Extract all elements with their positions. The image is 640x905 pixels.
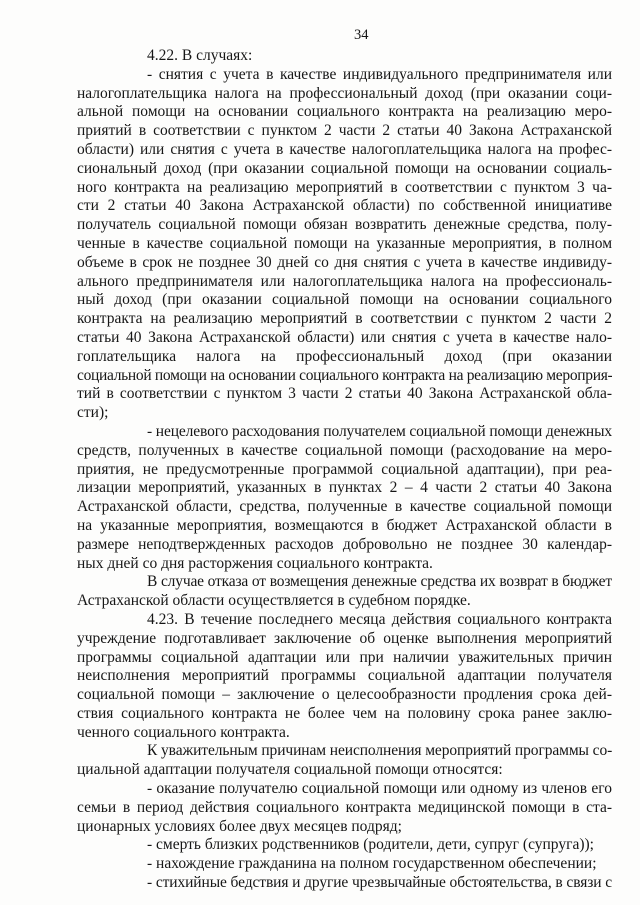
paragraph-misuse-case	[77, 423, 612, 573]
paragraph-valid-reasons-intro	[77, 742, 612, 780]
text-line: - стихийные бедствия и другие чрезвычайные обстоятельства, в связи с	[147, 874, 612, 892]
text-line: статьи 40 Закона Астраханской области) или снятия с учета в качестве нало-	[77, 328, 612, 346]
paragraph-refusal-court-order	[77, 573, 612, 611]
text-line: контракта на реализацию мероприятий в соответствии с пунктом 2 части 2	[77, 310, 612, 328]
text-line: учреждение подготавливает заключение об оценке выполнения мероприятий	[77, 629, 612, 647]
text-line: ционарных условиях более двух месяцев подряд;	[77, 817, 402, 835]
text-line: - оказание получателю социальной помощи или одному из членов его	[147, 780, 612, 798]
document-body	[77, 47, 612, 893]
text-line: приятий в соответствии с пунктом 2 части 2 статьи 40 Закона Астраханской	[77, 122, 612, 140]
text-line: на указанные мероприятия, возмещаются в бюджет Астраханской области в	[77, 516, 612, 534]
text-line: ствия социального контракта не более чем на половину срока ранее заклю-	[77, 704, 612, 722]
section-4-23-paragraph	[77, 611, 612, 743]
text-line: 4.22. В случаях:	[147, 47, 253, 64]
section-4-22-heading	[77, 47, 612, 66]
text-line: 4.23. В течение последнего месяца действия социального контракта	[147, 610, 612, 628]
text-line: семьи в период действия социального контракта медицинской помощи в ста-	[77, 798, 612, 816]
text-line: ченного социального контракта.	[77, 723, 290, 741]
list-item-natural-disasters	[77, 874, 612, 893]
text-line: ченные в качестве социальной помощи на указанные мероприятия, в полном	[77, 234, 612, 252]
text-line: программы социальной адаптации или при наличии уважительных причин	[77, 648, 612, 666]
paragraph-deregistration-case	[77, 66, 612, 423]
text-line: ный доход (при оказании социальной помощи на основании социального	[77, 291, 612, 309]
text-line: неисполнения мероприятий программы социальной адаптации получателя	[77, 667, 612, 685]
text-line: сиональный доход (при оказании социальной помощи на основании социаль-	[77, 159, 612, 177]
text-line: социальной помощи – заключение о целесообразности продления срока дей-	[77, 686, 612, 704]
text-line: тий в соответствии с пунктом 3 части 2 статьи 40 Закона Астраханской обла-	[77, 385, 612, 403]
text-line: сти);	[77, 404, 109, 422]
text-line: объеме в срок не позднее 30 дней со дня снятия с учета в качестве индивиду-	[77, 253, 612, 271]
text-line: альной помощи на основании социального контракта на реализацию меро-	[77, 103, 612, 121]
text-line: области) или снятия с учета в качестве налогоплательщика налога на профес-	[77, 140, 612, 158]
text-line: - смерть близких родственников (родители, дети, супруг (супруга));	[147, 836, 594, 854]
text-line: гоплательщика налога на профессиональный доход (при оказании	[77, 347, 612, 365]
text-line: получатель социальной помощи обязан возвратить денежные средства, полу-	[77, 216, 612, 234]
list-item-full-state-support	[77, 855, 612, 874]
text-line: - нахождение гражданина на полном государственном обеспечении;	[147, 855, 597, 873]
list-item-inpatient-care	[77, 780, 612, 836]
text-line: сти 2 статьи 40 Закона Астраханской области) по собственной инициативе	[77, 197, 612, 215]
text-line: средств, полученных в качестве социальной помощи (расходование на меро-	[77, 441, 612, 459]
text-line: - нецелевого расходования получателем социальной помощи денежных	[147, 422, 612, 440]
text-line: размере неподтвержденных расходов добровольно не позднее 30 календар-	[77, 535, 612, 553]
text-line: Астраханской области, средства, полученные в качестве социальной помощи	[77, 498, 612, 516]
text-line: Астраханской области осуществляется в судебном порядке.	[77, 592, 471, 610]
text-line: ального предпринимателя или налогоплательщика налога на профессиональ-	[77, 272, 612, 290]
text-line: лизации мероприятий, указанных в пунктах 2 – 4 части 2 статьи 40 Закона	[77, 479, 612, 497]
text-line: ного контракта на реализацию мероприятий в соответствии с пунктом 3 ча-	[77, 178, 612, 196]
text-line: социальной помощи на основании социального контракта на реализацию мероприя-	[77, 366, 612, 384]
page-number: 34	[354, 27, 369, 43]
text-line: налогоплательщика налога на профессиональный доход (при оказании соци-	[77, 84, 612, 102]
text-line: - снятия с учета в качестве индивидуального предпринимателя или	[147, 65, 612, 83]
text-line: К уважительным причинам неисполнения мероприятий программы со-	[147, 742, 612, 760]
list-item-death-of-relatives	[77, 836, 612, 855]
text-line: В случае отказа от возмещения денежные средства их возврат в бюджет	[147, 573, 612, 591]
text-line: циальной адаптации получателя социальной помощи относятся:	[77, 761, 503, 779]
text-line: ных дней со дня расторжения социального контракта.	[77, 554, 433, 572]
text-line: приятия, не предусмотренные программой социальной адаптации), при реа-	[77, 460, 612, 478]
